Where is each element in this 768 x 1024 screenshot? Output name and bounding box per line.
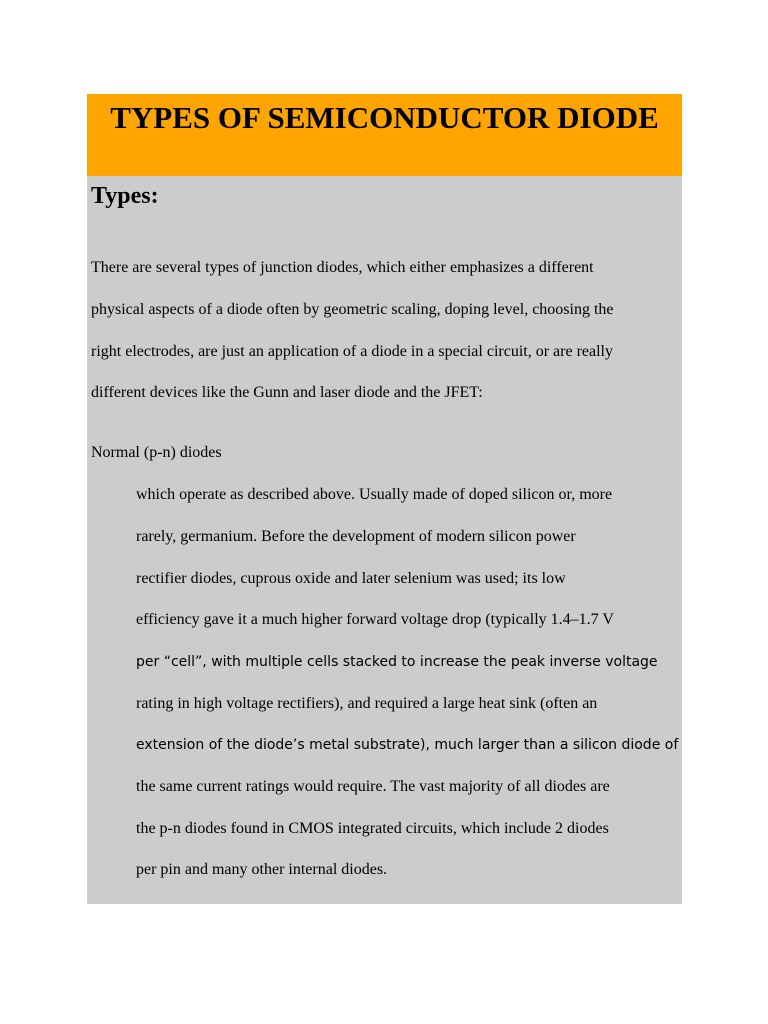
definition-line: efficiency gave it a much higher forward voltage drop (typically 1.4–1.7 V bbox=[136, 611, 614, 628]
page-title: TYPES OF SEMICONDUCTOR DIODE bbox=[110, 100, 659, 135]
intro-line: There are several types of junction diodes, which either emphasizes a different bbox=[91, 259, 594, 276]
intro-line: different devices like the Gunn and laser diode and the JFET: bbox=[91, 384, 483, 401]
definition-line: the same current ratings would require. The vast majority of all diodes are bbox=[136, 778, 610, 795]
definition-line: rarely, germanium. Before the development of modern silicon power bbox=[136, 528, 576, 545]
definition-line: the p-n diodes found in CMOS integrated circuits, which include 2 diodes bbox=[136, 820, 609, 837]
title-banner bbox=[87, 94, 682, 176]
definition-line: per “cell”, with multiple cells stacked to increase the peak inverse voltage bbox=[136, 654, 658, 670]
intro-line: right electrodes, are just an application of a diode in a special circuit, or are really bbox=[91, 343, 613, 360]
definition-line: rating in high voltage rectifiers), and required a large heat sink (often an bbox=[136, 695, 598, 712]
intro-line: physical aspects of a diode often by geometric scaling, doping level, choosing the bbox=[91, 301, 614, 318]
section-heading: Types: bbox=[91, 183, 159, 209]
definition-term: Normal (p-n) diodes bbox=[91, 444, 222, 461]
definition-line: which operate as described above. Usually made of doped silicon or, more bbox=[136, 486, 613, 503]
definition-line: per pin and many other internal diodes. bbox=[136, 861, 388, 878]
definition-line: extension of the diode’s metal substrate), much larger than a silicon diode of bbox=[136, 737, 679, 753]
definition-line: rectifier diodes, cuprous oxide and later selenium was used; its low bbox=[136, 570, 566, 587]
document-panel bbox=[87, 94, 682, 904]
